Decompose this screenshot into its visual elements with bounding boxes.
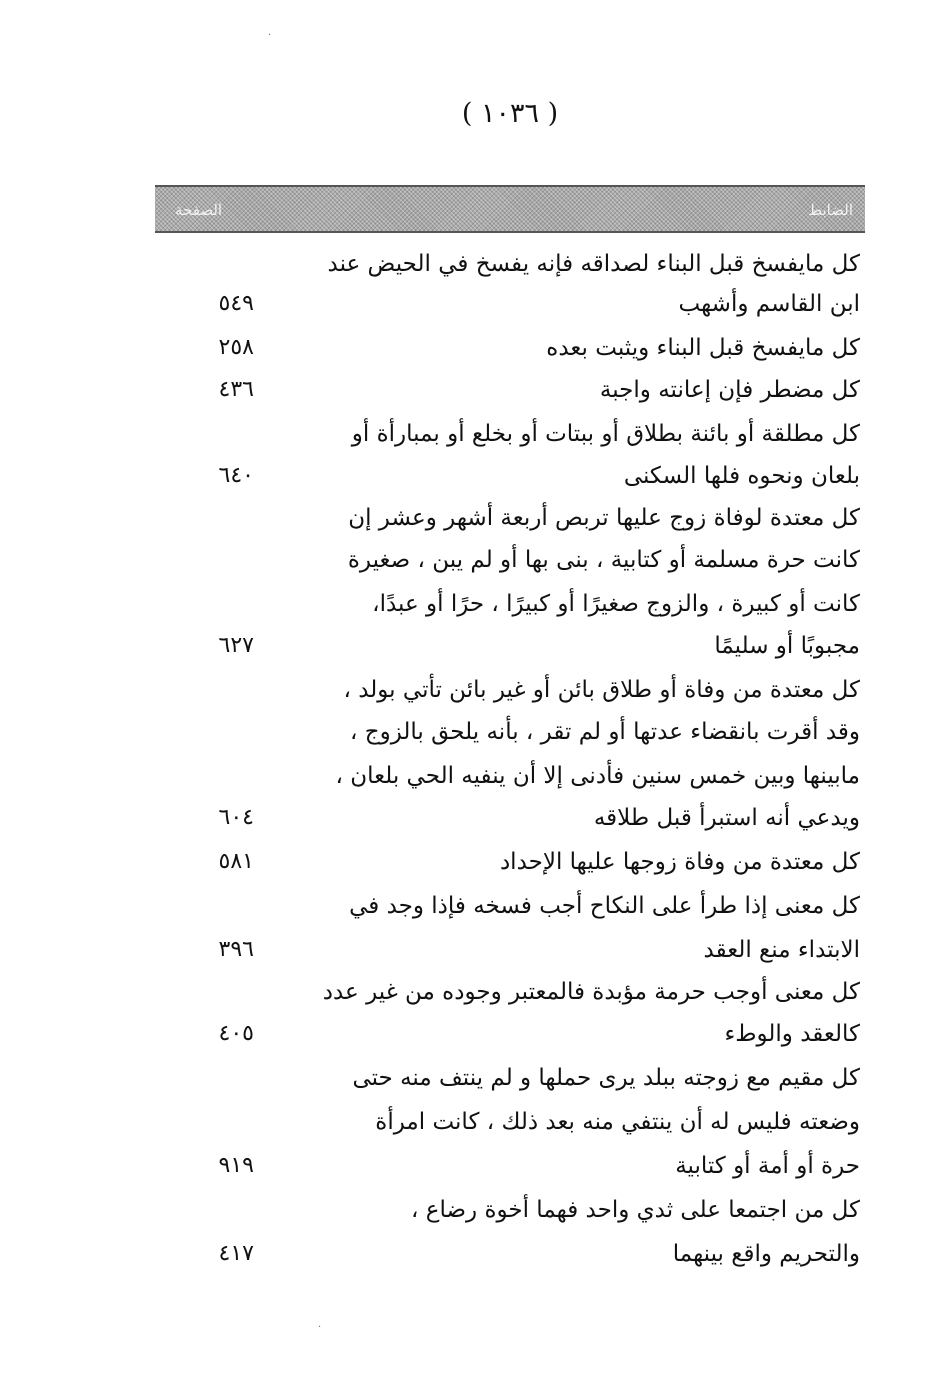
index-row — [0, 244, 938, 284]
rule-text: ويدعي أنه استبرأ قبل طلاقه — [593, 805, 860, 831]
page-ref: ٦٠٤ — [218, 805, 254, 830]
scan-speck: · — [318, 1322, 322, 1333]
index-row — [0, 1014, 938, 1054]
rule-text: كل مايفسخ قبل البناء لصداقه فإنه يفسخ في الحيض عند — [327, 251, 860, 277]
rule-text: ابن القاسم وأشهب — [678, 291, 860, 317]
rule-text: وضعته فليس له أن ينتفي منه بعد ذلك ، كانت امرأة — [375, 1109, 860, 1135]
rule-text: كل مايفسخ قبل البناء ويثبت بعده — [546, 335, 860, 361]
index-row — [0, 930, 938, 970]
page-ref: ٣٩٦ — [218, 937, 254, 962]
index-row — [0, 626, 938, 666]
scan-speck: · — [268, 30, 272, 41]
page-ref: ٤٣٦ — [218, 377, 254, 402]
rule-text: كل معنى إذا طرأ على النكاح أجب فسخه فإذا وجد في — [349, 893, 860, 919]
rule-text: كل معنى أوجب حرمة مؤبدة فالمعتبر وجوده من غير عدد — [322, 979, 860, 1005]
table-header — [155, 185, 865, 233]
rule-text: وقد أقرت بانقضاء عدتها أو لم تقر ، بأنه يلحق بالزوج ، — [350, 719, 860, 745]
rule-text: كل معتدة من وفاة أو طلاق بائن أو غير بائن تأتي بولد ، — [343, 677, 860, 703]
index-row — [0, 1234, 938, 1274]
rule-text: حرة أو أمة أو كتابية — [675, 1153, 860, 1179]
index-row — [0, 670, 938, 710]
rule-text: كل معتدة لوفاة زوج عليها تربص أربعة أشهر وعشر إن — [348, 505, 860, 531]
rule-text: والتحريم واقع بينهما — [672, 1241, 860, 1267]
index-row — [0, 370, 938, 410]
index-row — [0, 712, 938, 752]
index-row — [0, 1058, 938, 1098]
page-ref: ٦٢٧ — [218, 633, 254, 658]
index-row — [0, 1190, 938, 1230]
index-row — [0, 1146, 938, 1186]
rule-text: كل مضطر فإن إعانته واجبة — [599, 377, 860, 403]
page-ref: ٥٨١ — [218, 849, 254, 874]
page-ref: ٦٤٠ — [218, 463, 254, 488]
page-ref: ٢٥٨ — [218, 335, 254, 360]
rule-text: كانت أو كبيرة ، والزوج صغيرًا أو كبيرًا ، حرًا أو عبدًا، — [372, 591, 860, 617]
index-row — [0, 584, 938, 624]
header-rule-label: الضابط — [808, 201, 853, 219]
rule-text: كل من اجتمعا على ثدي واحد فهما أخوة رضاع ، — [411, 1197, 860, 1223]
rule-text: كل مقيم مع زوجته ببلد يرى حملها و لم ينتف منه حتى — [352, 1065, 860, 1091]
index-row — [0, 756, 938, 796]
rule-text: بلعان ونحوه فلها السكنى — [623, 463, 860, 489]
index-row — [0, 540, 938, 580]
index-row — [0, 414, 938, 454]
page-ref: ٤١٧ — [218, 1241, 254, 1266]
index-row — [0, 1102, 938, 1142]
index-row — [0, 456, 938, 496]
rule-text: الابتداء منع العقد — [703, 937, 860, 963]
index-row — [0, 328, 938, 368]
rule-text: كالعقد والوطء — [724, 1021, 860, 1047]
page-ref: ٥٤٩ — [218, 291, 254, 316]
index-row — [0, 886, 938, 926]
rule-text: مجبوبًا أو سليمًا — [714, 633, 860, 659]
page-ref: ٩١٩ — [218, 1153, 254, 1178]
index-row — [0, 972, 938, 1012]
index-row — [0, 498, 938, 538]
index-row — [0, 842, 938, 882]
header-page-label: الصفحة — [175, 201, 223, 219]
page-ref: ٤٠٥ — [218, 1021, 254, 1046]
index-row — [0, 798, 938, 838]
index-row — [0, 284, 938, 324]
rule-text: كل مطلقة أو بائنة بطلاق أو ببتات أو بخلع أو بمبارأة أو — [351, 421, 860, 447]
rule-text: كانت حرة مسلمة أو كتابية ، بنى بها أو لم يبن ، صغيرة — [347, 547, 860, 573]
rule-text: مابينها وبين خمس سنين فأدنى إلا أن ينفيه الحي بلعان ، — [335, 763, 860, 789]
rule-text: كل معتدة من وفاة زوجها عليها الإحداد — [499, 849, 860, 875]
page-number: ( ١٠٣٦ ) — [461, 98, 559, 129]
